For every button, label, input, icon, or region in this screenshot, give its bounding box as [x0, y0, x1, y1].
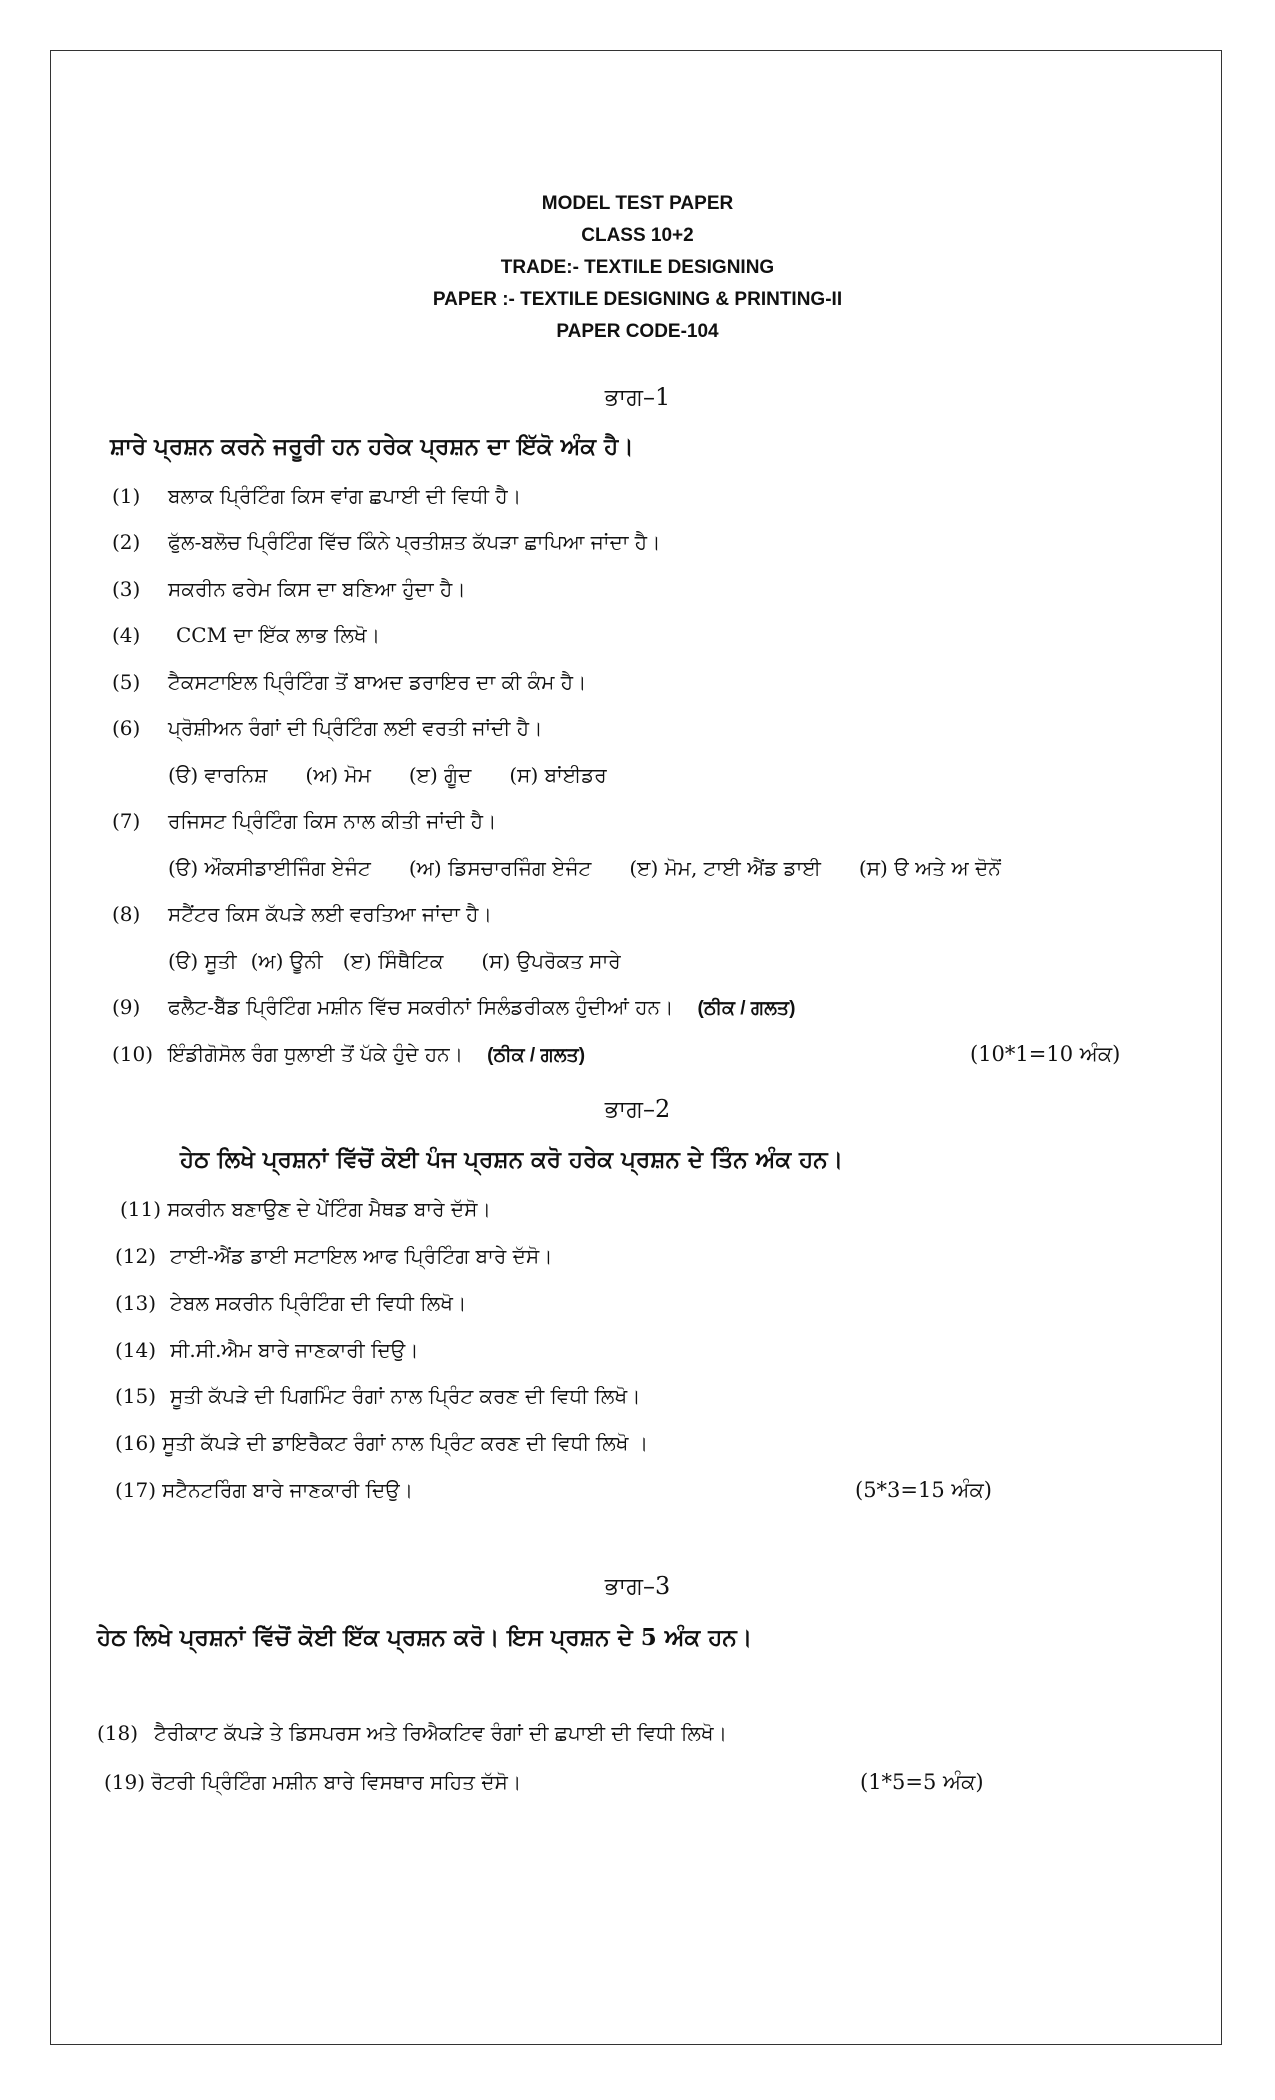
question-text: CCM ਦਾ ਇੱਕ ਲਾਭ ਲਿਖੋ। — [176, 623, 381, 647]
header-trade: TRADE:- TEXTILE DESIGNING — [500, 257, 775, 278]
question-7 — [112, 809, 496, 833]
part2-title: ਭਾਗ–2 — [604, 1095, 671, 1123]
options-q6 — [168, 763, 645, 787]
question-text: ਟਾਈ-ਐਂਡ ਡਾਈ ਸਟਾਇਲ ਆਫ ਪ੍ਰਿੰਟਿੰਗ ਬਾਰੇ ਦੱਸੋ। — [170, 1244, 553, 1268]
question-text: ਫੁੱਲ-ਬਲੋਚ ਪ੍ਰਿੰਟਿੰਗ ਵਿੱਚ ਕਿੰਨੇ ਪ੍ਰਤੀਸ਼ਤ ਕੱਪੜਾ ਛਾਪਿਆ ਜਾਂਦਾ ਹੈ। — [168, 530, 661, 554]
question-number: (7) — [112, 809, 141, 833]
question-number: (13) — [115, 1291, 157, 1315]
question-11 — [120, 1197, 491, 1221]
question-8 — [112, 902, 492, 926]
header-title: MODEL TEST PAPER — [541, 193, 734, 214]
question-number: (12) — [115, 1244, 157, 1268]
option-c: (ੲ) ਗੂੰਦ — [408, 763, 472, 787]
question-number: (19) — [104, 1770, 146, 1794]
question-number: (5) — [112, 670, 141, 694]
header-code: PAPER CODE-104 — [556, 321, 719, 342]
question-5 — [112, 670, 587, 694]
option-a: (ੳ) ਸੂਤੀ — [168, 949, 237, 973]
question-number: (15) — [115, 1384, 157, 1408]
question-9 — [112, 995, 795, 1020]
question-number: (3) — [112, 577, 141, 601]
question-19 — [104, 1770, 521, 1794]
question-3 — [112, 577, 466, 601]
question-14 — [115, 1338, 419, 1362]
option-d: (ਸ) ਬਾਂਈਡਰ — [509, 763, 607, 787]
question-6 — [112, 716, 543, 740]
option-b: (ਅ) ਡਿਸਚਾਰਜਿੰਗ ਏਜੰਟ — [408, 856, 592, 880]
option-a: (ੳ) ਔਕਸੀਡਾਈਜਿੰਗ ਏਜੰਟ — [168, 856, 371, 880]
part2-marks: (5*3=15 ਅੰਕ) — [855, 1478, 992, 1502]
part1-instruction: ਸ਼ਾਰੇ ਪ੍ਰਸ਼ਨ ਕਰਨੇ ਜਰੂਰੀ ਹਨ ਹਰੇਕ ਪ੍ਰਸ਼ਨ ਦਾ ਇੱਕੋ ਅੰਕ ਹੈ। — [110, 433, 634, 460]
question-1 — [112, 484, 521, 508]
question-number: (2) — [112, 530, 141, 554]
question-text: ਸਕਰੀਨ ਬਣਾਉਣ ਦੇ ਪੇਂਟਿੰਗ ਮੈਥਡ ਬਾਰੇ ਦੱਸੋ। — [167, 1197, 491, 1221]
question-number: (16) — [115, 1431, 157, 1455]
part2-instruction: ਹੇਠ ਲਿਖੇ ਪ੍ਰਸ਼ਨਾਂ ਵਿੱਚੋਂ ਕੋਈ ਪੰਜ ਪ੍ਰਸ਼ਨ ਕਰੋ ਹਰੇਕ ਪ੍ਰਸ਼ਨ ਦੇ ਤਿੰਨ ਅੰਕ ਹਨ। — [180, 1146, 844, 1173]
question-10 — [112, 1042, 585, 1067]
paper-header — [0, 188, 1275, 348]
part1-marks: (10*1=10 ਅੰਕ) — [970, 1042, 1121, 1066]
question-17 — [115, 1478, 413, 1502]
question-text: ਬਲਾਕ ਪ੍ਰਿੰਟਿੰਗ ਕਿਸ ਵਾਂਗ ਛਪਾਈ ਦੀ ਵਿਧੀ ਹੈ। — [168, 484, 522, 508]
question-text: ਪ੍ਰੋਸ਼ੀਅਨ ਰੰਗਾਂ ਦੀ ਪ੍ਰਿੰਟਿੰਗ ਲਈ ਵਰਤੀ ਜਾਂਦੀ ਹੈ। — [168, 716, 543, 740]
question-text: ਟੈਰੀਕਾਟ ਕੱਪੜੇ ਤੇ ਡਿਸਪਰਸ ਅਤੇ ਰਿਐਕਟਿਵ ਰੰਗਾਂ ਦੀ ਛਪਾਈ ਦੀ ਵਿਧੀ ਲਿਖੋ। — [154, 1721, 728, 1745]
question-number: (1) — [112, 484, 141, 508]
question-text: ਇੰਡੀਗੋਸੋਲ ਰੰਗ ਧੁਲਾਈ ਤੋਂ ਪੱਕੇ ਹੁੰਦੇ ਹਨ। — [168, 1042, 464, 1066]
question-12 — [115, 1244, 553, 1268]
question-18 — [97, 1721, 727, 1745]
question-4 — [112, 623, 380, 647]
header-class: CLASS 10+2 — [581, 225, 694, 246]
part3-title: ਭਾਗ–3 — [604, 1572, 671, 1600]
question-number: (10) — [112, 1042, 154, 1066]
question-number: (4) — [112, 623, 141, 647]
question-number: (6) — [112, 716, 141, 740]
option-b: (ਅ) ਮੋਮ — [305, 763, 371, 787]
question-number: (8) — [112, 902, 141, 926]
option-c: (ੲ) ਸਿੰਥੈਟਿਕ — [342, 949, 444, 973]
question-2 — [112, 530, 661, 554]
question-text: ਟੇਬਲ ਸਕਰੀਨ ਪ੍ਰਿੰਟਿੰਗ ਦੀ ਵਿਧੀ ਲਿਖੋ। — [170, 1291, 467, 1315]
question-text: ਸੀ.ਸੀ.ਐਮ ਬਾਰੇ ਜਾਣਕਾਰੀ ਦਿਉ। — [170, 1338, 419, 1362]
question-text: ਰਜਿਸਟ ਪ੍ਰਿੰਟਿੰਗ ਕਿਸ ਨਾਲ ਕੀਤੀ ਜਾਂਦੀ ਹੈ। — [168, 809, 497, 833]
question-number: (17) — [115, 1478, 157, 1502]
question-number: (18) — [97, 1721, 139, 1745]
question-number: (9) — [112, 995, 141, 1019]
option-d: (ਸ) ੳ ਅਤੇ ਅ ਦੋਨੋਂ — [858, 856, 1001, 880]
option-b: (ਅ) ਊਨੀ — [250, 949, 323, 973]
question-15 — [115, 1384, 641, 1408]
part3-marks: (1*5=5 ਅੰਕ) — [860, 1770, 984, 1794]
question-number: (14) — [115, 1338, 157, 1362]
part3-instruction: ਹੇਠ ਲਿਖੇ ਪ੍ਰਸ਼ਨਾਂ ਵਿੱਚੋਂ ਕੋਈ ਇੱਕ ਪ੍ਰਸ਼ਨ ਕਰੋ। ਇਸ ਪ੍ਰਸ਼ਨ ਦੇ 5 ਅੰਕ ਹਨ। — [97, 1624, 753, 1651]
true-false-label: (ਠੀਕ / ਗਲਤ) — [697, 998, 796, 1019]
question-text: ਸਟੈਨਟਰਿੰਗ ਬਾਰੇ ਜਾਣਕਾਰੀ ਦਿਉ। — [162, 1478, 414, 1502]
question-text: ਰੋਟਰੀ ਪ੍ਰਿੰਟਿੰਗ ਮਸ਼ੀਨ ਬਾਰੇ ਵਿਸਥਾਰ ਸਹਿਤ ਦੱਸੋ। — [151, 1770, 522, 1794]
true-false-label: (ਠੀਕ / ਗਲਤ) — [487, 1045, 586, 1066]
part1-title: ਭਾਗ–1 — [604, 383, 671, 411]
question-16 — [115, 1431, 648, 1455]
question-text: ਟੈਕਸਟਾਇਲ ਪ੍ਰਿੰਟਿੰਗ ਤੋਂ ਬਾਅਦ ਡਰਾਇਰ ਦਾ ਕੀ ਕੰਮ ਹੈ। — [168, 670, 587, 694]
question-text: ਸੂਤੀ ਕੱਪੜੇ ਦੀ ਪਿਗਮਿੰਟ ਰੰਗਾਂ ਨਾਲ ਪ੍ਰਿੰਟ ਕਰਣ ਦੀ ਵਿਧੀ ਲਿਖੋ। — [170, 1384, 641, 1408]
option-a: (ੳ) ਵਾਰਨਿਸ਼ — [168, 763, 268, 787]
question-text: ਸਟੈਂਟਰ ਕਿਸ ਕੱਪੜੇ ਲਈ ਵਰਤਿਆ ਜਾਂਦਾ ਹੈ। — [168, 902, 492, 926]
question-text: ਫਲੈਟ-ਬੈੱਡ ਪ੍ਰਿੰਟਿੰਗ ਮਸ਼ੀਨ ਵਿੱਚ ਸਕਰੀਨਾਂ ਸਿਲੰਡਰੀਕਲ ਹੁੰਦੀਆਂ ਹਨ। — [168, 995, 674, 1019]
option-c: (ੲ) ਮੋਮ, ਟਾਈ ਐਂਡ ਡਾਈ — [629, 856, 821, 880]
option-d: (ਸ) ਉਪਰੋਕਤ ਸਾਰੇ — [481, 949, 621, 973]
options-q8 — [168, 949, 659, 973]
question-text: ਸੂਤੀ ਕੱਪੜੇ ਦੀ ਡਾਇਰੈਕਟ ਰੰਗਾਂ ਨਾਲ ਪ੍ਰਿੰਟ ਕਰਣ ਦੀ ਵਿਧੀ ਲਿਖੋ । — [162, 1431, 649, 1455]
options-q7 — [168, 856, 1001, 880]
question-number: (11) — [120, 1197, 162, 1221]
header-paper: PAPER :- TEXTILE DESIGNING & PRINTING-II — [432, 289, 843, 310]
question-text: ਸਕਰੀਨ ਫਰੇਮ ਕਿਸ ਦਾ ਬਣਿਆ ਹੁੰਦਾ ਹੈ। — [168, 577, 466, 601]
question-13 — [115, 1291, 466, 1315]
